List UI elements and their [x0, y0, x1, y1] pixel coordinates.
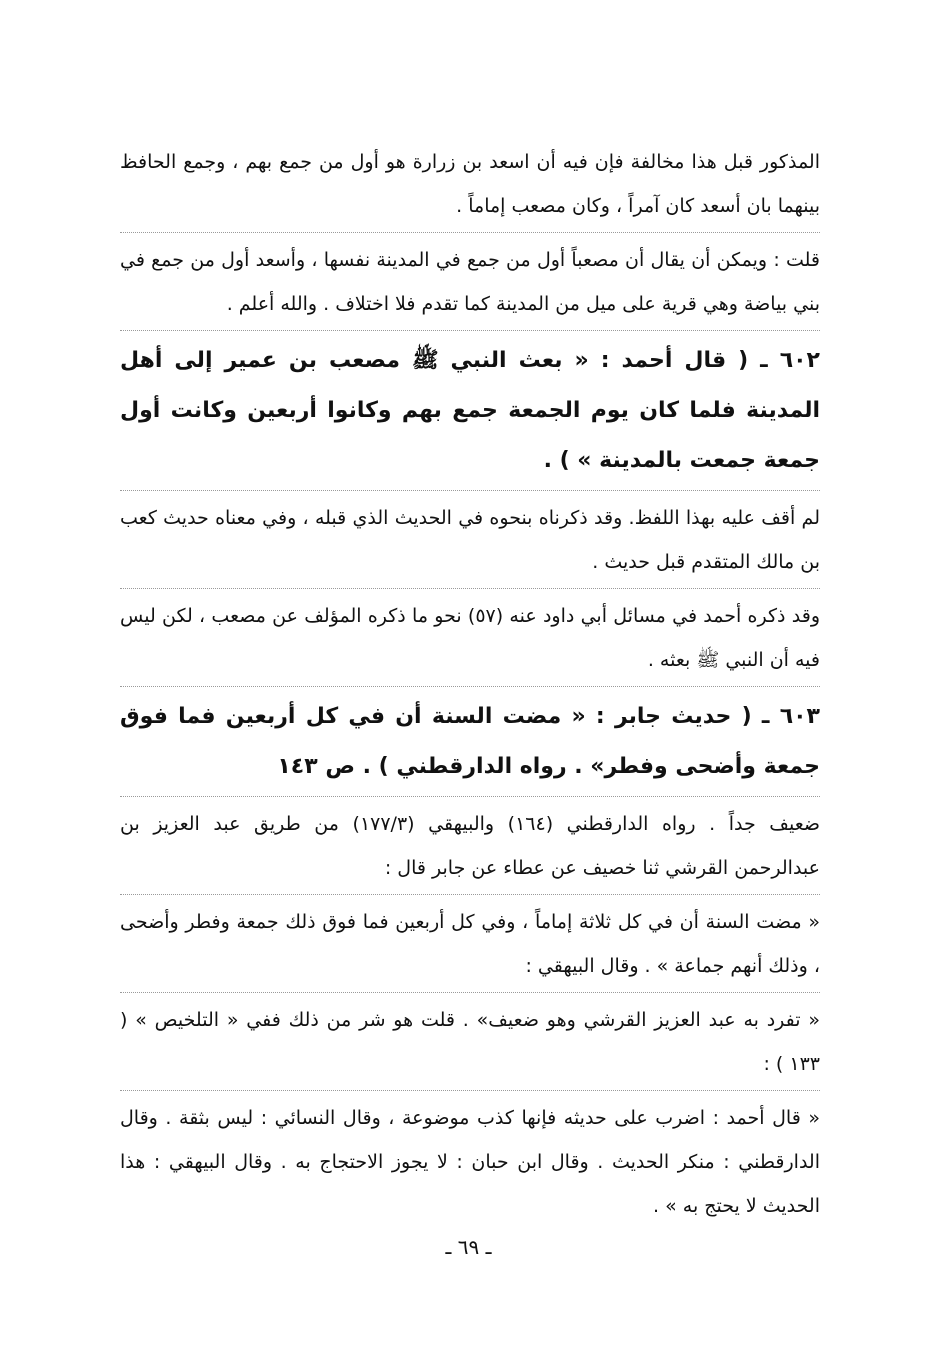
divider	[120, 894, 820, 896]
divider	[120, 686, 820, 688]
divider	[120, 1090, 820, 1092]
paragraph-commentary: قلت : ويمكن أن يقال أن مصعباً أول من جمع في المدينة نفسها ، وأسعد أول من جمع في بني بياضة وهي قرية على ميل من المدينة كما تقدم فلا اختلاف . والله أعلم .	[120, 249, 820, 315]
paragraph-quote: « مضت السنة أن في كل ثلاثة إماماً ، وفي كل أربعين فما فوق ذلك جمعة وفطر وأضحى ، وذلك أنهم جماعة » . وقال البيهقي :	[120, 911, 820, 977]
paragraph-commentary: المذكور قبل هذا مخالفة فإن فيه أن اسعد بن زرارة هو أول من جمع بهم ، وجمع الحافظ بينهما بان أسعد كان آمراً ، وكان مصعب إماماً .	[120, 151, 820, 217]
page-number: ـ ٦٩ ـ	[445, 1235, 492, 1259]
paragraph-commentary: ضعيف جداً . رواه الدارقطني (١٦٤) والبيهقي (١٧٧/٣) من طريق عبد العزيز بن عبدالرحمن القرشي ثنا خصيف عن عطاء عن جابر قال :	[120, 813, 821, 879]
paragraph-commentary: وقد ذكره أحمد في مسائل أبي داود عنه (٥٧) نحو ما ذكره المؤلف عن مصعب ، لكن ليس فيه أن النبي ﷺ بعثه .	[120, 605, 821, 671]
hadith-heading-602: ٦٠٢ ـ ( قال أحمد : « بعث النبي ﷺ مصعب بن عمير إلى أهل المدينة فلما كان يوم الجمعة جمع بهم وكانوا أربعين وكانت أول جمعة جمعت بالمدينة » ) .	[120, 348, 820, 473]
paragraph-quote: « قال أحمد : اضرب على حديثه فإنها كذب موضوعة ، وقال النسائي : ليس بثقة . وقال الدارقطني : منكر الحديث . وقال ابن حبان : لا يجوز الاحتجاج به . وقال البيهقي : هذا الحديث لا يحتج به » .	[120, 1107, 820, 1217]
divider	[120, 490, 820, 492]
page-body	[120, 140, 820, 1228]
divider	[120, 330, 820, 332]
hadith-heading-603: ٦٠٣ ـ ( حديث جابر : « مضت السنة أن في كل أربعين فما فوق جمعة وأضحى وفطر» . رواه الدارقطني ) . ص ١٤٣	[120, 704, 820, 779]
paragraph-commentary: لم أقف عليه بهذا اللفظ. وقد ذكرناه بنحوه في الحديث الذي قبله ، وفي معناه حديث كعب بن مالك المتقدم قبل حديث .	[120, 507, 820, 573]
divider	[120, 796, 820, 798]
divider	[120, 992, 820, 994]
divider	[120, 588, 820, 590]
divider	[120, 232, 820, 234]
paragraph-quote: « تفرد به عبد العزيز القرشي وهو ضعيف» . قلت هو شر من ذلك ففي « التلخيص » ( ١٣٣ ) :	[120, 1009, 820, 1075]
